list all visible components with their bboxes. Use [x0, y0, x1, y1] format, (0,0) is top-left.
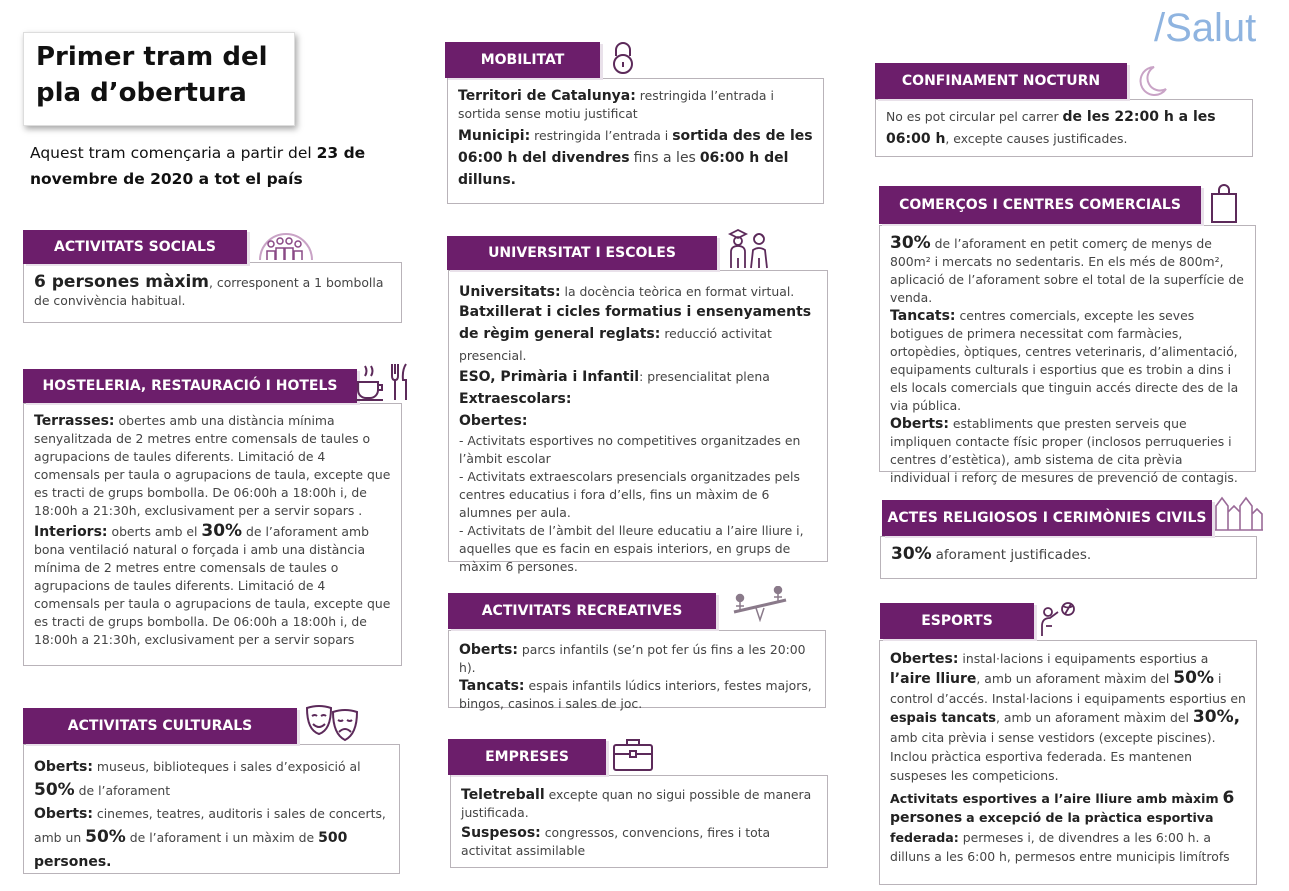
shopping-bag-icon	[1208, 182, 1240, 224]
culturals-max-number: 500	[318, 830, 348, 846]
seesaw-icon	[730, 586, 790, 622]
culturals-oberts-1-label: Oberts:	[34, 759, 93, 775]
eso-label: ESO, Primària i Infantil	[459, 369, 640, 385]
comercos-oberts-text: establiments que presten serveis que impliquen contacte físic proper (inclosos perruqueries i centres d’estètica), amb sistema de cita prèvia individual i reforç de mesures de prevenció de contagis.	[890, 416, 1238, 485]
recreatives-tancats-label: Tancats:	[459, 678, 525, 694]
culturals-pct-2: 50%	[85, 827, 126, 847]
teletreball-label: Teletreball	[461, 787, 545, 803]
empreses-box	[450, 775, 828, 868]
briefcase-icon	[612, 736, 654, 772]
esports-text-3: i control d’accés. Instal·lacions i equipaments esportius en	[890, 671, 1246, 706]
municipi-bold-1: sortida des de les 06:00 h del divendres	[458, 128, 813, 166]
interiors-label: Interiors:	[34, 524, 108, 540]
extraescolars-item-3: - Activitats de l’àmbit del lleure educatiu a l’aire lliure i, aquelles que es facin en espais interiors, en grups de màxim 6 persones.	[459, 523, 804, 574]
suspesos-text: congressos, convencions, fires i tota activitat assimilable	[461, 825, 771, 858]
intro-date: 23 de novembre de 2020 a tot el país	[30, 144, 366, 188]
esports-excepcio: a excepció de la pràctica esportiva federada:	[890, 810, 1214, 845]
terrasses-text: obertes amb una distància mínima senyalitzada de 2 metres entre comensals de taules o agrupacions de taules diferents. Limitació de 4 comensals per taula o agrupacions de taula, excepte que es tracti de grups bombolla. De 06:00h a 18:00h i, de 18:00h a 21:30h, exclusivament per a servir sopars .	[34, 413, 391, 518]
comercos-oberts-label: Oberts:	[890, 416, 949, 432]
obertes-label: Obertes:	[459, 413, 528, 429]
terrasses-label: Terrasses:	[34, 413, 115, 429]
municipi-text: restringida l’entrada i	[534, 128, 669, 143]
esports-text-2: , amb un aforament màxim del	[976, 671, 1170, 686]
recreatives-box	[448, 630, 826, 711]
municipi-mid: fins a les	[633, 150, 696, 166]
comercos-aforament-text: de l’aforament en petit comerç de menys de 800m² i mercats no sedentaris. En els més de 800m², aplicació de l’aforament sobre el total de la superfície de venda.	[890, 236, 1244, 305]
confinament-box	[875, 99, 1253, 157]
religiosos-box	[880, 536, 1257, 579]
eso-text: : presencialitat plena	[639, 369, 770, 384]
religiosos-text: aforament justificades.	[935, 547, 1092, 563]
universitats-label: Universitats:	[459, 284, 561, 300]
culturals-oberts-1-end: de l’aforament	[78, 783, 171, 798]
culturals-oberts-2-text: cinemes, teatres, auditoris i sales de concerts, amb un	[34, 806, 386, 845]
culturals-header: ACTIVITATS CULTURALS	[23, 708, 297, 744]
title-line-1: Primer tram del	[36, 42, 268, 72]
intro-text	[30, 140, 370, 192]
territori-label: Territori de Catalunya:	[458, 88, 636, 104]
comercos-header: COMERÇOS I CENTRES COMERCIALS	[879, 186, 1201, 224]
culturals-box	[23, 744, 400, 874]
interiors-pre: oberts amb el	[111, 524, 198, 539]
territori-text: restringida l’entrada i sortida sense motiu justificat	[458, 88, 774, 121]
esports-header: ESPORTS	[880, 603, 1034, 639]
batxillerat-label: Batxillerat i cicles formatius i ensenyaments de règim general reglats:	[459, 304, 812, 342]
socials-text: , corresponent a 1 bombolla de convivència habitual.	[34, 275, 384, 308]
empreses-header: EMPRESES	[448, 739, 606, 775]
culturals-persones: persones.	[34, 854, 112, 870]
confinament-hours: de les 22:00 h a les 06:00 h	[886, 109, 1216, 147]
comercos-pct: 30%	[890, 233, 931, 253]
lock-icon	[608, 40, 638, 76]
moon-icon	[1134, 64, 1170, 98]
students-icon	[726, 226, 772, 272]
culturals-pct-1: 50%	[34, 780, 75, 800]
theatre-masks-icon	[303, 702, 363, 746]
recreatives-tancats-text: espais infantils lúdics interiors, festes majors, bingos, casinos i sales de joc.	[459, 678, 812, 711]
athlete-ball-icon	[1038, 600, 1078, 638]
coffee-cutlery-icon	[352, 360, 412, 402]
culturals-oberts-1-text: museus, biblioteques i sales d’exposició al	[96, 759, 361, 774]
extraescolars-item-2: - Activitats extraescolars presencials organitzades pels centres educatius i fora d’ells, fins un màxim de 6 alumnes per aula.	[459, 469, 800, 520]
esports-espais-tancats: espais tancats	[890, 711, 997, 726]
recreatives-oberts-label: Oberts:	[459, 642, 518, 658]
socials-bold: 6 persones màxim	[34, 272, 209, 292]
page-title	[23, 32, 295, 126]
hosteleria-header: HOSTELERIA, RESTAURACIÓ I HOTELS	[23, 369, 357, 403]
extraescolars-label: Extraescolars:	[459, 391, 572, 407]
esports-pct-2: 30%,	[1192, 707, 1241, 727]
teletreball-text: excepte quan no sigui possible de manera justificada.	[461, 787, 812, 820]
batxillerat-text: reducció activitat presencial.	[459, 326, 772, 363]
esports-text-1: instal·lacions i equipaments esportius a	[962, 651, 1209, 666]
interiors-pct: 30%	[201, 521, 243, 541]
esports-persones: persones	[890, 810, 963, 826]
extraescolars-item-1: - Activitats esportives no competitives organitzades en l’àmbit escolar	[459, 433, 801, 466]
esports-permeses-text: permeses i, de divendres a les 6:00 h. a dilluns a les 6:00 h, permesos entre municipis limítrofs	[890, 830, 1230, 864]
suspesos-label: Suspesos:	[461, 825, 541, 841]
confinament-header: CONFINAMENT NOCTURN	[875, 63, 1127, 99]
socials-box	[23, 262, 402, 323]
interiors-text: de l’aforament amb bona ventilació natural o forçada i amb una distància mínima de 2 metres entre comensals de taules o agrupacions de taules diferents. Limitació de 4 comensals per taula o agrupacions de taula, excepte que es tracti de grups bombolla. De 06:00h a 18:00h i, de 18:00h a 21:30h, exclusivament per a servir sopars	[34, 524, 391, 647]
esports-text-5: amb cita prèvia i sense vestidors (excepte piscines). Inclou pràctica esportiva federada. Es mantenen suspeses les competicions.	[890, 730, 1216, 783]
esports-pct-1: 50%	[1173, 668, 1214, 688]
universitats-text: la docència teòrica en format virtual.	[564, 284, 795, 299]
esports-box	[879, 640, 1257, 885]
socials-header: ACTIVITATS SOCIALS	[23, 230, 247, 264]
people-group-icon	[256, 228, 316, 262]
culturals-oberts-2-mid: de l’aforament i un màxim de	[129, 830, 315, 845]
comercos-tancats-text: centres comercials, excepte les seves botigues de primera necessitat com farmàcies, ortopèdies, òptiques, centres veterinaris, d’alimentació, equipaments culturals i esportius que es trobin a dins i els locals comercials que tinguin accés directe des de la via pública.	[890, 308, 1239, 413]
confinament-end: , excepte causes justificades.	[945, 131, 1128, 146]
esports-aire-lliure: l’aire lliure	[890, 671, 977, 687]
intro-pre: Aquest tram començaria a partir del	[30, 144, 312, 162]
title-line-2: pla d’obertura	[36, 78, 247, 108]
recreatives-header: ACTIVITATS RECREATIVES	[448, 593, 716, 629]
universitat-header: UNIVERSITAT I ESCOLES	[447, 236, 717, 270]
religiosos-header: ACTES RELIGIOSOS I CERIMÒNIES CIVILS	[882, 500, 1212, 536]
recreatives-oberts-text: parcs infantils (se’n pot fer ús fins a les 20:00 h).	[459, 642, 806, 675]
salut-logo: /Salut	[1154, 6, 1257, 50]
comercos-tancats-label: Tancats:	[890, 308, 956, 324]
comercos-box	[879, 225, 1256, 485]
esports-activitats-bold: Activitats esportives a l’aire lliure amb màxim	[890, 791, 1219, 806]
municipi-bold-2: 06:00 h del dilluns.	[458, 150, 789, 188]
confinament-pre: No es pot circular pel carrer	[886, 109, 1059, 124]
mobilitat-box	[447, 78, 824, 204]
esports-obertes-label: Obertes:	[890, 651, 959, 667]
religiosos-pct: 30%	[891, 544, 932, 564]
esports-max-number: 6	[1222, 788, 1235, 808]
culturals-oberts-2-label: Oberts:	[34, 806, 93, 822]
universitat-box	[448, 270, 828, 574]
mobilitat-header: MOBILITAT	[445, 42, 600, 78]
hosteleria-box	[23, 403, 402, 666]
buildings-icon	[1214, 494, 1264, 532]
esports-text-4: , amb un aforament màxim del	[996, 710, 1189, 725]
municipi-label: Municipi:	[458, 128, 531, 144]
